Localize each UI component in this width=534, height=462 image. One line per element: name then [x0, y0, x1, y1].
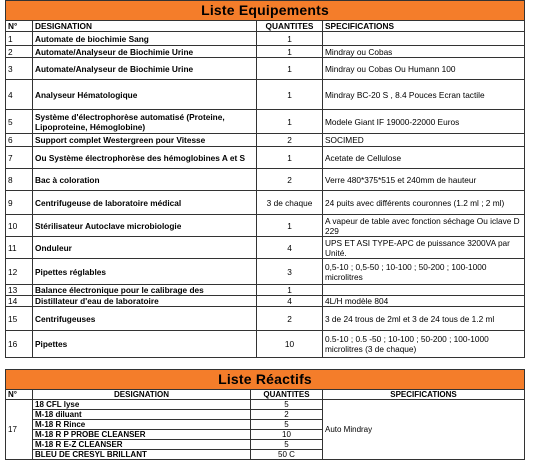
row-specifications: [323, 32, 525, 46]
document-sheet: [5, 0, 525, 460]
table-row: [6, 46, 525, 58]
row-quantite: 3: [257, 259, 323, 285]
table-row: [6, 32, 525, 46]
row-specifications: [323, 285, 525, 296]
row-num: 15: [6, 307, 33, 331]
table-row: [6, 307, 525, 331]
row-designation: Automate/Analyseur de Biochimie Urine: [33, 46, 257, 58]
header-num: N°: [6, 21, 33, 32]
header-quantites: QUANTITES: [257, 21, 323, 32]
row-num: 3: [6, 58, 33, 80]
row-num: 8: [6, 169, 33, 191]
row-designation: 18 CFL lyse: [33, 400, 251, 410]
row-num: 2: [6, 46, 33, 58]
reagents-table: [5, 389, 525, 460]
table-row: [6, 296, 525, 307]
row-quantite: 3 de chaque: [257, 191, 323, 215]
reagents-title: Liste Réactifs: [5, 369, 525, 389]
row-designation: M-18 R E-Z CLEANSER: [33, 440, 251, 450]
row-designation: Automate de biochimie Sang: [33, 32, 257, 46]
row-designation: M-18 diluant: [33, 410, 251, 420]
row-num: 10: [6, 215, 33, 237]
row-designation: Ou Système électrophorèse des hémoglobines A et S: [33, 147, 257, 169]
row-specifications: Acetate de Cellulose: [323, 147, 525, 169]
row-designation: Pipettes: [33, 331, 257, 358]
header-num: N°: [6, 390, 33, 400]
row-specifications: 3 de 24 trous de 2ml et 3 de 24 tous de 1.2 ml: [323, 307, 525, 331]
section-gap: [5, 358, 525, 369]
row-specifications: UPS ET ASI TYPE-APC de puissance 3200VA par Unité.: [323, 237, 525, 259]
table-row: [6, 169, 525, 191]
row-num: 12: [6, 259, 33, 285]
row-quantite: 1: [257, 215, 323, 237]
table-row: [6, 331, 525, 358]
row-num: 1: [6, 32, 33, 46]
row-designation: BLEU DE CRESYL BRILLANT: [33, 450, 251, 460]
row-quantite: 1: [257, 110, 323, 134]
row-specifications: Mindray ou Cobas: [323, 46, 525, 58]
row-designation: Balance électronique pour le calibrage des: [33, 285, 257, 296]
row-quantite: 2: [251, 410, 323, 420]
row-designation: M-18 R P PROBE CLEANSER: [33, 430, 251, 440]
row-quantite: 4: [257, 296, 323, 307]
table-row: [6, 285, 525, 296]
row-quantite: 5: [251, 440, 323, 450]
row-quantite: 1: [257, 32, 323, 46]
row-specifications: Mindray ou Cobas Ou Humann 100: [323, 58, 525, 80]
row-quantite: 1: [257, 58, 323, 80]
row-quantite: 2: [257, 307, 323, 331]
table-row: [6, 134, 525, 147]
header-designation: DESIGNATION: [33, 390, 251, 400]
group-specifications: Auto Mindray: [323, 400, 525, 460]
row-quantite: 50 C: [251, 450, 323, 460]
row-quantite: 1: [257, 80, 323, 110]
row-quantite: 4: [257, 237, 323, 259]
table-row: [6, 259, 525, 285]
row-specifications: A vapeur de table avec fonction séchage Ou iclave D 229: [323, 215, 525, 237]
row-designation: Automate/Analyseur de Biochimie Urine: [33, 58, 257, 80]
row-quantite: 5: [251, 420, 323, 430]
reagents-header-row: [6, 390, 525, 400]
row-num: 16: [6, 331, 33, 358]
row-quantite: 5: [251, 400, 323, 410]
row-specifications: 24 puits avec différents couronnes (1.2 ml ; 2 ml): [323, 191, 525, 215]
table-row: [6, 147, 525, 169]
table-row: [6, 191, 525, 215]
row-specifications: 0.5-10 ; 0.5 -50 ; 10-100 ; 50-200 ; 100-1000 microlitres (3 de chaque): [323, 331, 525, 358]
table-row: [6, 110, 525, 134]
row-designation: Système d'électrophorèse automatisé (Proteine, Lipoproteine, Hémoglobine): [33, 110, 257, 134]
row-quantite: 1: [257, 46, 323, 58]
row-num: 13: [6, 285, 33, 296]
row-specifications: Modele Giant IF 19000-22000 Euros: [323, 110, 525, 134]
row-designation: Analyseur Hématologique: [33, 80, 257, 110]
table-row: [6, 237, 525, 259]
row-designation: Bac à coloration: [33, 169, 257, 191]
row-designation: Stérilisateur Autoclave microbiologie: [33, 215, 257, 237]
row-specifications: SOCIMED: [323, 134, 525, 147]
row-specifications: 4L/H modèle 804: [323, 296, 525, 307]
header-specifications: SPECIFICATIONS: [323, 390, 525, 400]
row-designation: Onduleur: [33, 237, 257, 259]
header-designation: DESIGNATION: [33, 21, 257, 32]
row-quantite: 10: [251, 430, 323, 440]
table-row: [6, 58, 525, 80]
row-num: 11: [6, 237, 33, 259]
row-quantite: 2: [257, 134, 323, 147]
table-row: [6, 215, 525, 237]
row-num: 4: [6, 80, 33, 110]
row-designation: Centrifugeuse de laboratoire médical: [33, 191, 257, 215]
row-designation: Support complet Westergreen pour Vitesse: [33, 134, 257, 147]
row-specifications: 0,5-10 ; 0,5-50 ; 10-100 ; 50-200 ; 100-1000 microlitres: [323, 259, 525, 285]
equipment-title: Liste Equipements: [5, 0, 525, 20]
row-num: 7: [6, 147, 33, 169]
row-num: 14: [6, 296, 33, 307]
row-num: 6: [6, 134, 33, 147]
row-quantite: 1: [257, 147, 323, 169]
row-num: 9: [6, 191, 33, 215]
row-quantite: 1: [257, 285, 323, 296]
row-designation: M-18 R Rince: [33, 420, 251, 430]
row-designation: Centrifugeuses: [33, 307, 257, 331]
equipment-table: [5, 20, 525, 358]
row-specifications: Verre 480*375*515 et 240mm de hauteur: [323, 169, 525, 191]
group-num: 17: [6, 400, 33, 460]
equipment-header-row: [6, 21, 525, 32]
header-specifications: SPECIFICATIONS: [323, 21, 525, 32]
row-designation: Distillateur d'eau de laboratoire: [33, 296, 257, 307]
row-quantite: 2: [257, 169, 323, 191]
row-designation: Pipettes réglables: [33, 259, 257, 285]
table-row: [6, 80, 525, 110]
row-num: 5: [6, 110, 33, 134]
header-quantites: QUANTITES: [251, 390, 323, 400]
row-specifications: Mindray BC-20 S , 8.4 Pouces Ecran tactile: [323, 80, 525, 110]
table-row: [6, 400, 525, 410]
row-quantite: 10: [257, 331, 323, 358]
